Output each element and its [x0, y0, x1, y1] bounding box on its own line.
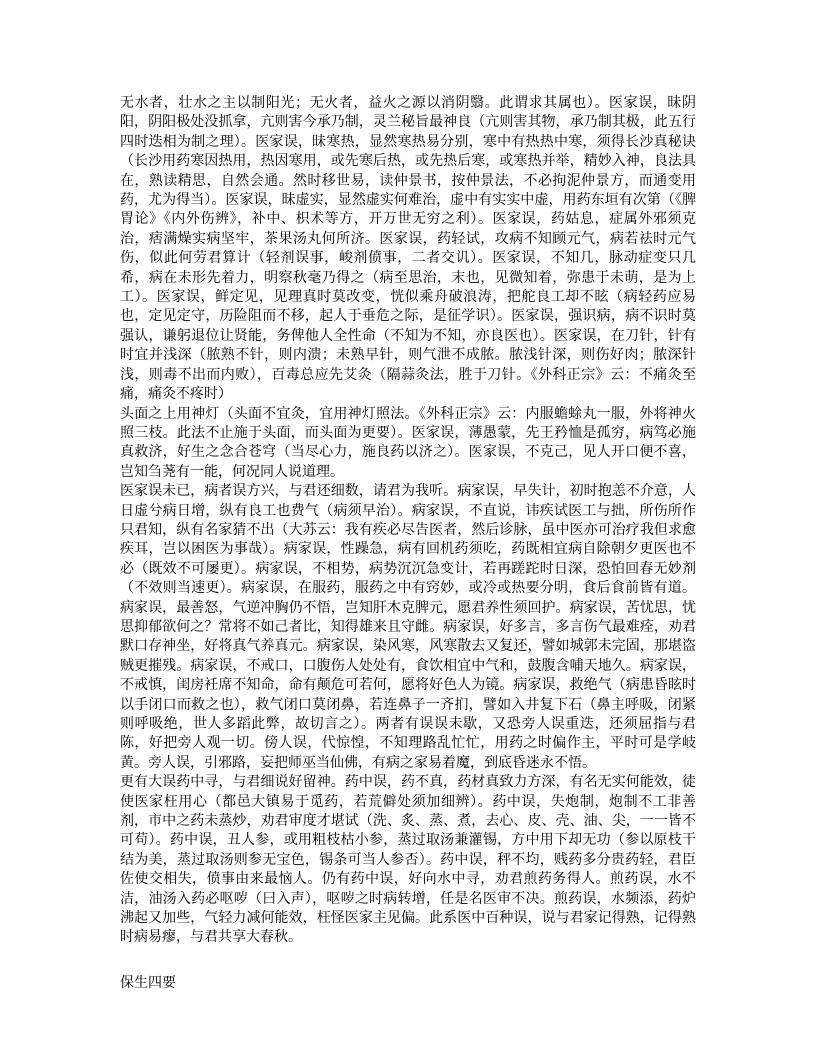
paragraph-4: 更有大误药中寻，与君细说好留神。药中误，药不真，药材真致力方深，有名无实何能效，徒使医家枉用心（都邑大镇易于觅药，若荒僻处须加细辨）。药中误，失炮制，炮制不工非善剂，市中之药未蒸炒，劝君审度才堪试（洗、炙、蒸、煮，去心、皮、壳、油、尖，一一皆不可苟）。药中误，丑人参，或用粗枝枯小参，蒸过取汤兼灌锡，方中用下却无功（参以原枝干结为美，蒸过取汤则参无宝色，锡条可当人参否）。药中误，秤不均，贱药多分贵药轻，君臣佐使交相失，偾事由来最恼人。仍有药中误，好向水中寻，劝君煎药务得人。煎药误，水不洁，油汤入药必呕哕（曰入声），呕哕之时病转增，任是名医审不决。煎药误，水频添，药炉沸起又加些，气轻力减何能效，枉怪医家主见偏。此系医中百种误，说与君家记得熟，记得熟时病易瘳，与君共享大春秋。: [120, 774, 696, 946]
paragraph-3: 医家误未已，病者误方兴，与君还细数，请君为我听。病家误，早失计，初时抱恙不介意，人日虚兮病日增，纵有良工也费气（病须早治）。病家误，不直说，讳疾试医工与拙，所伤所作只君知，纵有名家猜不出（大苏云：我有疾必尽告医者，然后诊脉，虽中医亦可治疗我但求愈疾耳，岂以困医为事哉）。病家误，性躁急，病有回机药须吃，药既相宜病自除朝夕更医也不必（既效不可屡更）。病家误，不相势，病势沉沉急变计，若再蹉跎时日深，恐怕回春无妙剂（不效则当速更）。病家误，在服药，服药之中有窍妙，或冷或热要分明，食后食前皆有道。病家误，最善怒，气逆冲胸仍不悟，岂知肝木克脾元，愿君养性须回护。病家误，苦忧思，忧思抑郁欲何之？常将不如己者比，知得雄来且守雌。病家误，好多言，多言伤气最难痊，劝君默口存神坐，好将真气养真元。病家误，染风寒，风寒散去又复还，譬如城郭未完固，那堪盗贼更摧残。病家误，不戒口，口腹伤人处处有，食饮相宜中气和，鼓腹含哺天地久。病家误，不戒慎，闺房衽席不知命，命有颠危可若何，愿将好色人为镜。病家误，救绝气（病患昏眩时以手闭口而救之也），救气闭口莫闭鼻，若连鼻子一齐扪，譬如入井复下石（鼻主呼吸，闭紧则呼吸绝，世人多蹈此弊，故切言之）。两者有误误未歇，又恐旁人误重迭，还须屈指与君陈，好把旁人观一切。傍人误，代惊惶，不知理路乱忙忙，用药之时偏作主，平时可是学岐黄。旁人误，引邪路，妄把师巫当仙佛，有病之家易着魔，到底昏迷永不悟。: [120, 483, 696, 771]
document-page: [120, 94, 696, 993]
paragraph-1: 无水者，壮水之主以制阳光；无火者，益火之源以消阴翳。此谓求其属也）。医家误，昧阴阳，阴阳极处没抓拿，亢则害今承乃制，灵兰秘旨最神良（亢则害其物，承乃制其极，此五行四时迭相为制之理）。医家误，昧寒热，显然寒热易分别，寒中有热热中寒，须得长沙真秘诀（长沙用药寒因热用，热因寒用，或先寒后热，或先热后寒，或寒热并举，精妙入神，良法具在，熟读精思，自然会通。然时移世易，读仲景书，按仲景法，不必拘泥仲景方，而通变用药，尤为得当）。医家误，昧虚实，显然虚实何难治，虚中有实实中虚，用药东垣有次第（《脾胃论》《内外伤辨》，补中、枳术等方，开万世无穷之利）。医家误，药姑息，症属外邪须克治，痞满燥实病坚牢，茶果汤丸何所济。医家误，药轻试，攻病不知顾元气，病若祛时元气伤，似此何劳君算计（轻剂误事，峻剂偾事，二者交讥）。医家误，不知几，脉动症变只几希，病在未形先着力，明察秋毫乃得之（病至思治，末也，见微知着，弥患于未萌，是为上工）。医家误，鲜定见，见理真时莫改变，恍似乘舟破浪涛，把舵良工却不眩（病轻药应易也，定见定守，历险阻而不移，起人于垂危之际，是征学识）。医家误，强识病，病不识时莫强认，谦躬退位让贤能，务俾他人全性命（不知为不知，亦良医也）。医家误，在刀针，针有时宜并浅深（脓熟不针，则内溃；未熟早针，则气泄不成脓。脓浅针深，则伤好肉；脓深针浅，则毒不出而内败），百毒总应先艾灸（隔蒜灸法，胜于刀针。《外科正宗》云：不痛灸至痛，痛灸不疼时）: [120, 95, 696, 403]
section-heading: 保生四要: [120, 974, 176, 991]
paragraph-2: 头面之上用神灯（头面不宜灸，宜用神灯照法。《外科正宗》云：内服蟾蜍丸一服，外将神火照三枝。此法不止施于头面，而头面为更要）。医家误，薄愚蒙，先王矜恤是孤穷，病笃必施真救济，好生之念合苍穹（当尽心力，施良药以济之）。医家误，不克己，见人开口便不喜，岂知刍荛有一能，何况同人说道理。: [120, 405, 696, 480]
